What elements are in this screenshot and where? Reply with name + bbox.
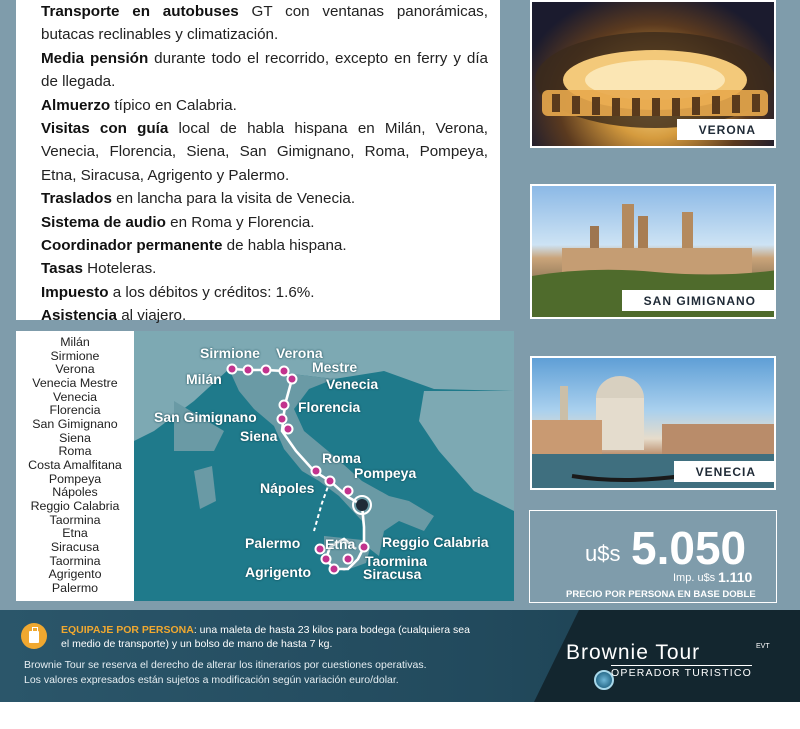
itinerary-stop: Venecia Mestre [32, 375, 118, 390]
map-label-taormina: Taormina [365, 553, 427, 569]
itinerary-stop: Verona [55, 362, 95, 377]
itinerary-stop: Nápoles [52, 485, 98, 500]
map-label-florencia: Florencia [298, 399, 361, 415]
service-item: Media pensión durante todo el recorrido, excepto en ferry y día de llegada. [41, 49, 488, 91]
map-label-milan: Milán [186, 371, 222, 387]
itinerary-stop: Siena [59, 430, 91, 445]
map-label-siracusa: Siracusa [363, 566, 422, 582]
verona-photo [530, 0, 776, 148]
footer [0, 610, 800, 702]
itinerary-stop: Venecia [52, 389, 98, 404]
brand-tm: EVT [756, 643, 770, 650]
service-item: Asistencia al viajero. [41, 307, 187, 325]
price-box [529, 510, 777, 603]
map-label-verona: Verona [276, 345, 323, 361]
map-label-agrigento: Agrigento [245, 564, 312, 580]
itinerary-stop: Agrigento [48, 567, 102, 582]
brand-subtitle: OPERADOR TURISTICO [611, 667, 753, 679]
map-label-etna: Etna [325, 536, 356, 552]
route-map [134, 331, 514, 601]
included-services [16, 0, 500, 325]
photo-caption: VERONA [677, 119, 774, 140]
map-stop [228, 365, 237, 374]
itinerary-stop: Taormina [49, 553, 101, 568]
luggage-info: EQUIPAJE POR PERSONA: una maleta de hasta 23 kilos para bodega (cualquiera sea el medio de transporte) y un bolso de mano de hasta 7 kg. [61, 624, 470, 650]
itinerary-stop: Roma [58, 444, 92, 459]
itinerary-stop: Sirmione [50, 348, 100, 363]
tax-label: Imp. u$s [673, 572, 716, 584]
service-item: Almuerzo típico en Calabria. [41, 96, 237, 114]
tax-value: 1.110 [718, 569, 753, 585]
itinerary-stop: Florencia [49, 403, 101, 418]
service-item: Tasas Hoteleras. [41, 260, 157, 278]
price-note: PRECIO POR PERSONA EN BASE DOBLE [566, 589, 756, 600]
map-label-roma: Roma [322, 450, 361, 466]
photo-caption: SAN GIMIGNANO [622, 290, 774, 311]
service-item: Sistema de audio en Roma y Florencia. [41, 213, 315, 231]
service-item: Coordinador permanente de habla hispana. [41, 237, 347, 255]
map-label-palermo: Palermo [245, 535, 301, 551]
itinerary-list [16, 331, 134, 601]
service-item: Transporte en autobuses GT con ventanas panorámicas, butacas reclinables y climatización. [41, 3, 488, 44]
itinerary-stop: Milán [60, 335, 90, 349]
itinerary-stop: San Gimignano [32, 416, 118, 431]
price-amount: 5.050 [631, 522, 747, 574]
map-label-pompeya: Pompeya [354, 465, 417, 481]
luggage-icon [21, 623, 47, 649]
map-label-venecia: Venecia [326, 376, 379, 392]
map-label-reggio-calabria: Reggio Calabria [382, 534, 489, 550]
itinerary-stop: Reggio Calabria [30, 498, 120, 513]
venecia-photo [530, 356, 776, 490]
price-currency: u$s [585, 541, 621, 566]
service-item: Visitas con guía local de habla hispana en Milán, Verona, Venecia, Florencia, Siena, San Gimignano, Roma, Pompeya, Etna, Siracusa, Agrigento y Palermo. [41, 120, 488, 184]
brand-logo: Brownie Tour [566, 641, 701, 664]
service-item: Impuesto a los débitos y créditos: 1.6%. [41, 283, 315, 301]
itinerary-stop: Siracusa [50, 539, 100, 554]
san-gimignano-photo [530, 184, 776, 319]
itinerary-stop: Etna [62, 526, 88, 541]
itinerary-stop: Costa Amalfitana [28, 457, 122, 472]
service-item: Traslados en lancha para la visita de Venecia. [41, 190, 356, 208]
disclaimer: Brownie Tour se reserva el derecho de alterar los itinerarios por cuestiones operativas. Los valores expresados están sujetos a modificación según variación euro/dolar. [24, 659, 427, 686]
map-label-napoles: Nápoles [260, 480, 315, 496]
map-label-siena: Siena [240, 428, 278, 444]
itinerary-stop: Taormina [49, 512, 101, 527]
map-label-mestre: Mestre [312, 359, 358, 375]
map-label-sirmione: Sirmione [200, 345, 260, 361]
photo-caption: VENECIA [674, 461, 774, 482]
itinerary-stop: Palermo [51, 580, 99, 595]
itinerary-stop: Pompeya [48, 471, 102, 486]
map-label-san-gimignano: San Gimignano [154, 409, 257, 425]
